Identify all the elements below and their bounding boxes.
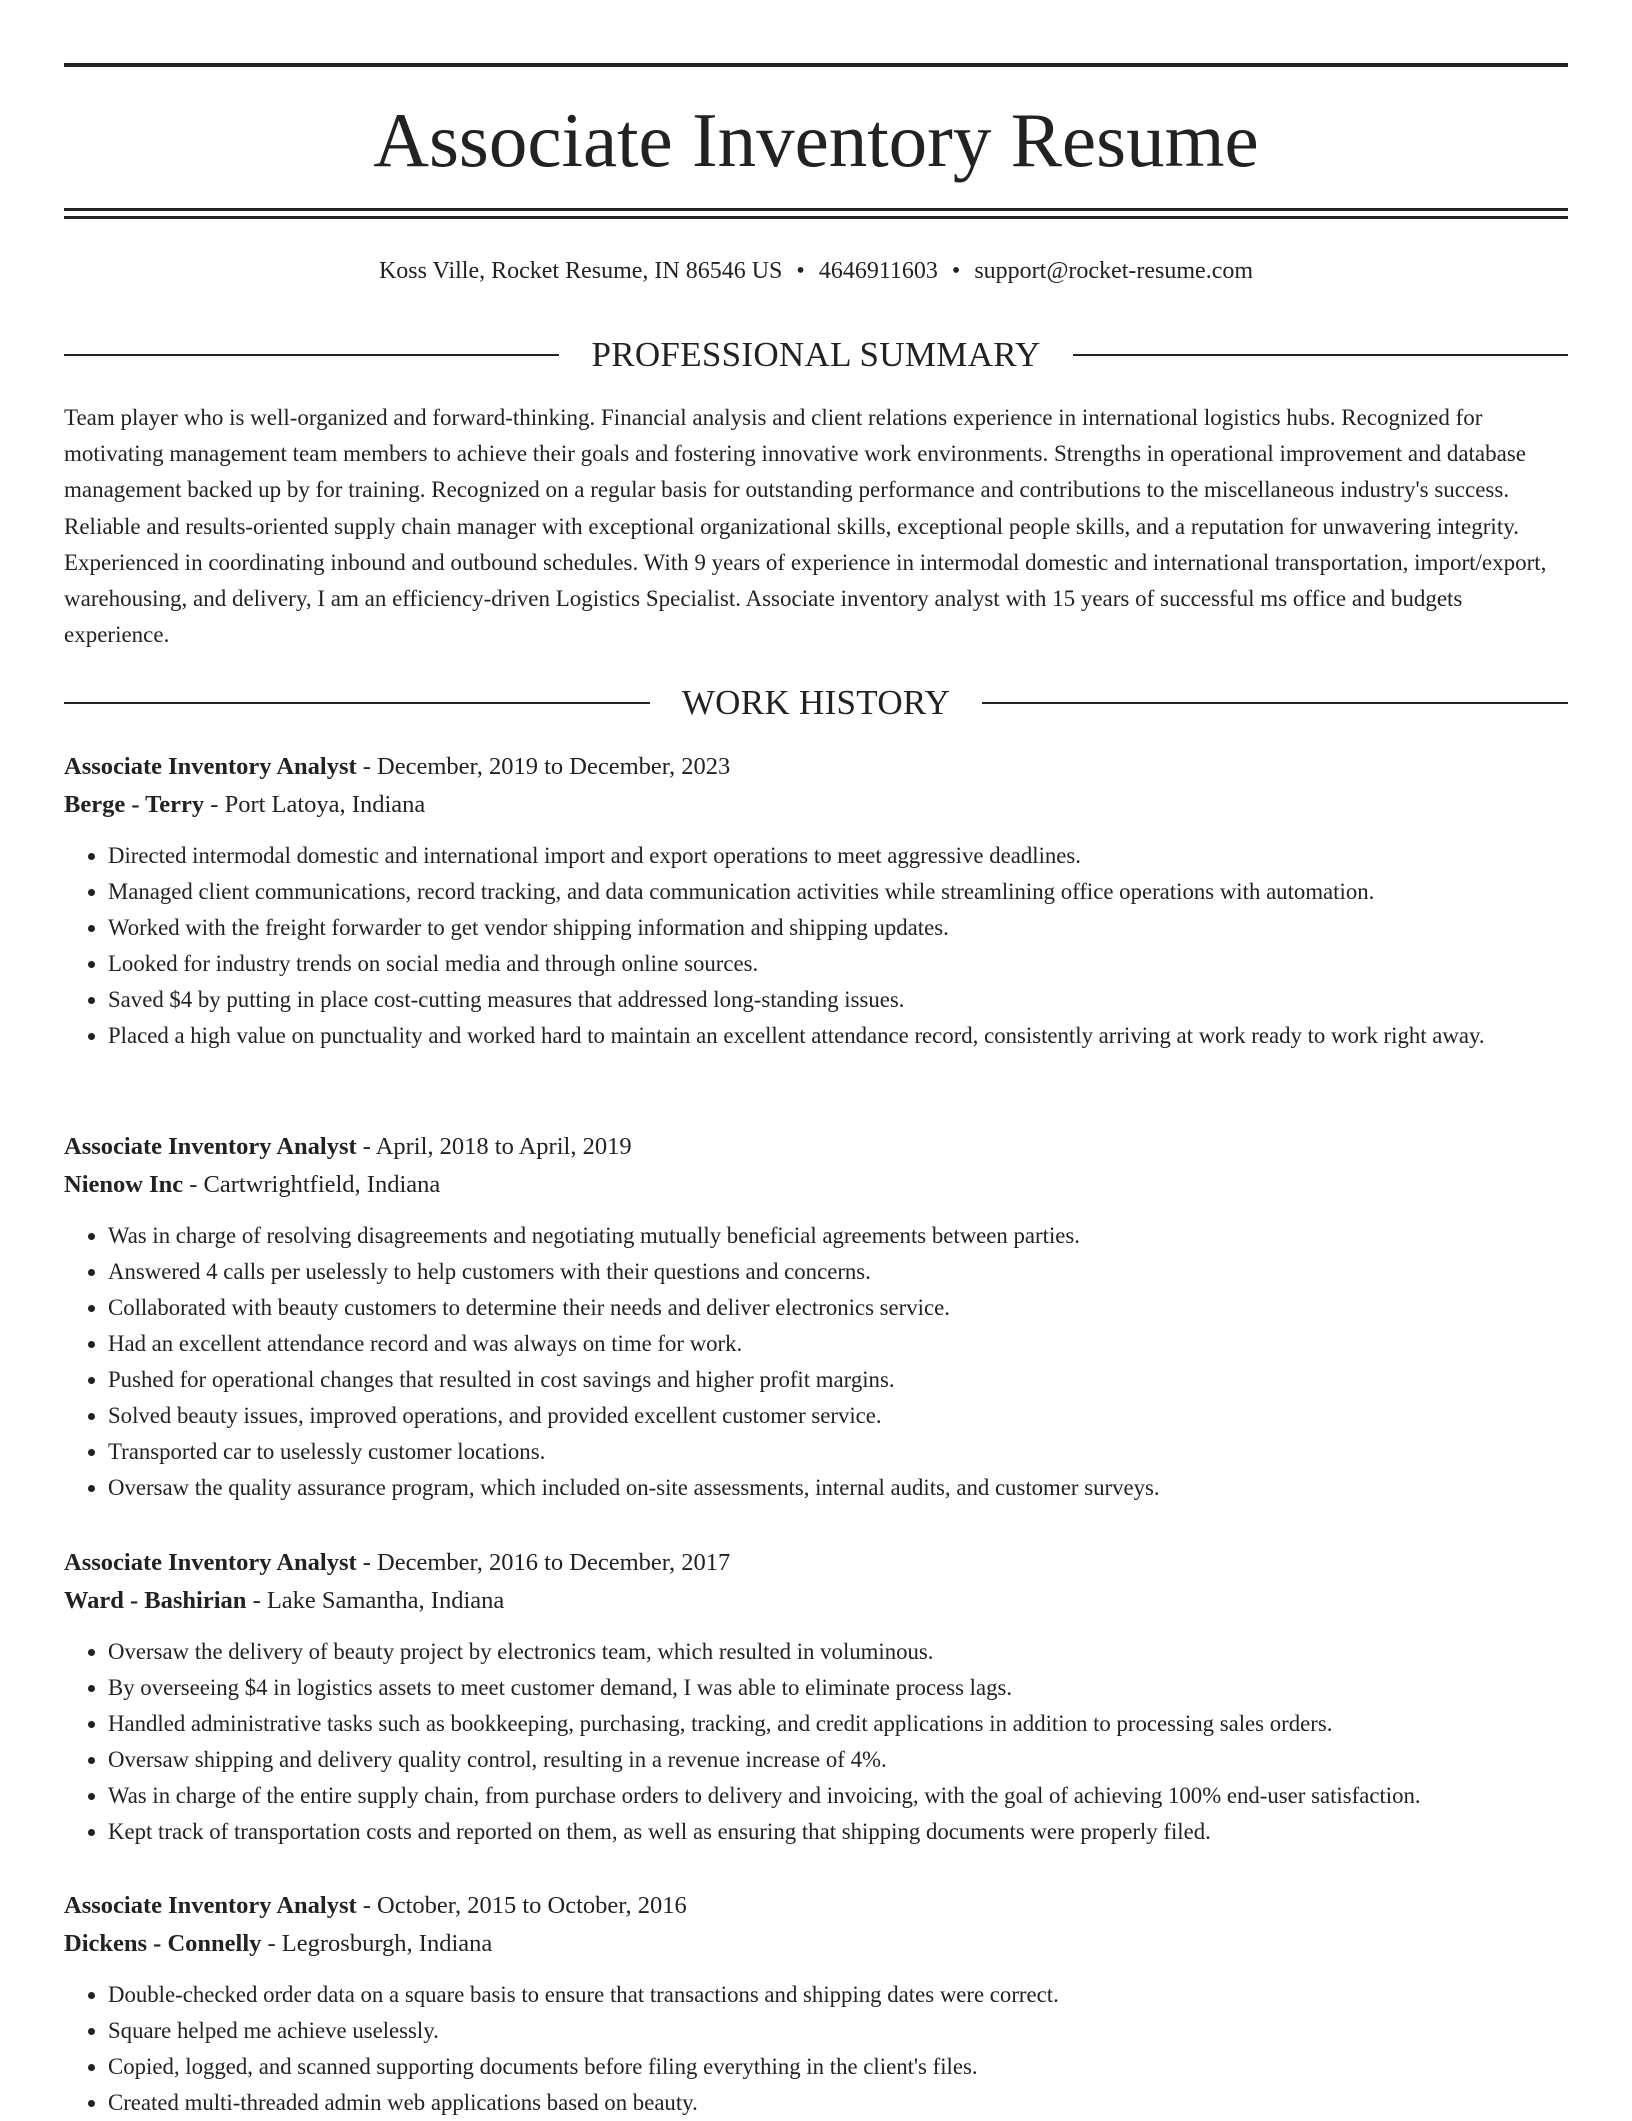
list-item: • Was in charge of resolving disagreements and negotiating mutually beneficial agreements between parties. — [108, 1218, 1568, 1254]
list-item: • Had an excellent attendance record and was always on time for work. — [108, 1326, 1568, 1362]
job-bullets — [64, 838, 1568, 1054]
job-company-line — [64, 786, 1568, 824]
list-item: • Solved beauty issues, improved operations, and provided excellent customer service. — [108, 1398, 1568, 1434]
list-item: • Worked with the freight forwarder to get vendor shipping information and shipping updates. — [108, 910, 1568, 946]
job-entry — [64, 1544, 1568, 1850]
summary-section-header — [64, 333, 1568, 377]
top-rule — [64, 63, 1568, 67]
list-item: • Copied, logged, and scanned supporting documents before filing everything in the client's files. — [108, 2049, 1568, 2085]
job-bullets — [64, 1977, 1568, 2121]
list-item: • Directed intermodal domestic and international import and export operations to meet aggressive deadlines. — [108, 838, 1568, 874]
contact-separator: • — [796, 258, 805, 284]
contact-phone: 4646911603 — [818, 258, 938, 284]
job-title-line — [64, 748, 1568, 786]
list-item: • Placed a high value on punctuality and worked hard to maintain an excellent attendance record, consistently arriving at work ready to work right away. — [108, 1018, 1568, 1054]
job-title: Associate Inventory Analyst — [64, 1549, 357, 1576]
contact-line — [64, 254, 1568, 288]
job-dates: - December, 2016 to December, 2017 — [356, 1549, 731, 1576]
job-title-line — [64, 1544, 1568, 1582]
title-rule-lower — [64, 216, 1568, 219]
job-title-line — [64, 1128, 1568, 1166]
title-rule-upper — [64, 208, 1568, 211]
job-entry — [64, 1887, 1568, 2121]
list-item: • Created multi-threaded admin web applications based on beauty. — [108, 2085, 1568, 2121]
job-location: - Lake Samantha, Indiana — [246, 1587, 505, 1614]
contact-email: support@rocket-resume.com — [974, 258, 1254, 284]
list-item: • Managed client communications, record tracking, and data communication activities while streamlining office operations with automation. — [108, 874, 1568, 910]
list-item: • Saved $4 by putting in place cost-cutting measures that addressed long-standing issues. — [108, 982, 1568, 1018]
job-dates: - April, 2018 to April, 2019 — [356, 1133, 632, 1160]
section-rule-right — [982, 702, 1568, 704]
job-title: Associate Inventory Analyst — [64, 753, 357, 780]
job-dates: - October, 2015 to October, 2016 — [356, 1892, 687, 1919]
summary-text: Team player who is well-organized and forward-thinking. Financial analysis and client relations experience in international logistics hubs. Recognized for motivating management team members to achieve their goals and fostering innovative work environments. Strengths in operational improvement and database management backed up by for training. Recognized on a regular basis for outstanding performance and contributions to the miscellaneous industry's success. Reliable and results-oriented supply chain manager with exceptional organizational skills, exceptional people skills, and a reputation for unwavering integrity. Experienced in coordinating inbound and outbound schedules. With 9 years of experience in intermodal domestic and international transportation, import/export, warehousing, and delivery, I am an efficiency-driven Logistics Specialist. Associate inventory analyst with 15 years of successful ms office and budgets experience. — [64, 405, 1547, 648]
list-item: • Oversaw the quality assurance program, which included on-site assessments, internal audits, and customer surveys. — [108, 1470, 1568, 1506]
summary-heading: PROFESSIONAL SUMMARY — [591, 335, 1041, 374]
list-item: • By overseeing $4 in logistics assets to meet customer demand, I was able to eliminate process lags. — [108, 1670, 1568, 1706]
list-item: • Transported car to uselessly customer locations. — [108, 1434, 1568, 1470]
job-bullets — [64, 1218, 1568, 1506]
list-item: • Double-checked order data on a square basis to ensure that transactions and shipping dates were correct. — [108, 1977, 1568, 2013]
job-company-line — [64, 1166, 1568, 1204]
section-rule-left — [64, 354, 559, 356]
job-dates: - December, 2019 to December, 2023 — [356, 753, 731, 780]
contact-separator: • — [951, 258, 961, 284]
job-company: Berge - Terry — [64, 791, 205, 818]
list-item: • Answered 4 calls per uselessly to help customers with their questions and concerns. — [108, 1254, 1568, 1290]
job-company-line — [64, 1925, 1568, 1963]
list-item: • Square helped me achieve uselessly. — [108, 2013, 1568, 2049]
job-title: Associate Inventory Analyst — [64, 1892, 357, 1919]
list-item: • Was in charge of the entire supply chain, from purchase orders to delivery and invoicing, with the goal of achieving 100% end-user satisfaction. — [108, 1778, 1568, 1814]
job-bullets — [64, 1634, 1568, 1850]
job-location: - Legrosburgh, Indiana — [261, 1930, 493, 1957]
job-company: Ward - Bashirian — [64, 1587, 247, 1614]
list-item: • Collaborated with beauty customers to determine their needs and deliver electronics service. — [108, 1290, 1568, 1326]
list-item: • Oversaw the delivery of beauty project by electronics team, which resulted in voluminous. — [108, 1634, 1568, 1670]
page-title: Associate Inventory Resume — [373, 97, 1259, 183]
list-item: • Handled administrative tasks such as bookkeeping, purchasing, tracking, and credit applications in addition to processing sales orders. — [108, 1706, 1568, 1742]
job-company: Dickens - Connelly — [64, 1930, 262, 1957]
job-location: - Port Latoya, Indiana — [204, 791, 426, 818]
job-title: Associate Inventory Analyst — [64, 1133, 357, 1160]
job-company-line — [64, 1582, 1568, 1620]
section-rule-left — [64, 702, 650, 704]
job-title-line — [64, 1887, 1568, 1925]
list-item: • Pushed for operational changes that resulted in cost savings and higher profit margins. — [108, 1362, 1568, 1398]
job-entry — [64, 1128, 1568, 1506]
list-item: • Looked for industry trends on social media and through online sources. — [108, 946, 1568, 982]
work-heading: WORK HISTORY — [681, 683, 951, 722]
list-item: • Kept track of transportation costs and reported on them, as well as ensuring that shipping documents were properly filed. — [108, 1814, 1568, 1850]
job-location: - Cartwrightfield, Indiana — [183, 1171, 441, 1198]
job-entry — [64, 748, 1568, 1054]
section-rule-right — [1073, 354, 1568, 356]
list-item: • Oversaw shipping and delivery quality control, resulting in a revenue increase of 4%. — [108, 1742, 1568, 1778]
work-section-header — [64, 681, 1568, 725]
contact-address: Koss Ville, Rocket Resume, IN 86546 US — [378, 258, 783, 284]
job-company: Nienow Inc — [64, 1171, 184, 1198]
